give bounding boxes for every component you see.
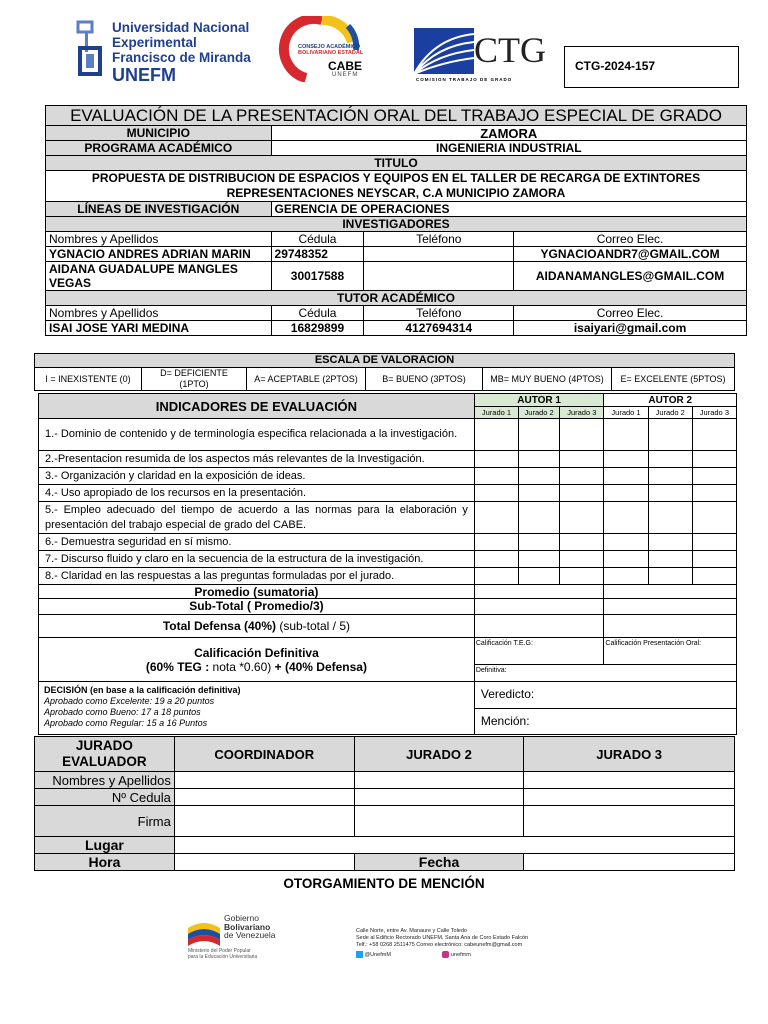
jurado-col: Jurado 1	[474, 407, 518, 419]
score-cell[interactable]	[692, 534, 736, 551]
coordinador-cedula[interactable]	[174, 789, 354, 806]
indicator-text: 3.- Organización y claridad en la exposición de ideas.	[39, 468, 475, 485]
scale-item: B= BUENO (3PTOS)	[366, 368, 483, 391]
indicator-text: 2.-Presentacion resumida de los aspectos más relevantes de la Investigación.	[39, 451, 475, 468]
mencion-cell[interactable]: Mención:	[474, 708, 736, 735]
col-nombre: Nombres y Apellidos	[46, 306, 272, 321]
total-defensa-label: Total Defensa (40%)	[162, 618, 276, 633]
venezuela-flag-icon	[186, 916, 222, 950]
jury-table	[34, 736, 735, 871]
ctg-waves-icon	[414, 28, 474, 74]
investigador-telefono	[364, 262, 514, 291]
indicator-text: 8.- Claridad en las respuestas a las preguntas formuladas por el jurado.	[39, 568, 475, 585]
indicator-row	[39, 419, 737, 451]
score-cell[interactable]	[519, 502, 560, 534]
instagram-handle: unefmm	[450, 951, 471, 958]
jurado2-nombre[interactable]	[354, 772, 524, 789]
address-line2: Sede al Edificio Rectorado UNEFM, Santa Ana de Coro Estado Falcón	[356, 935, 529, 941]
score-cell[interactable]	[692, 451, 736, 468]
calificacion-title: Calificación Definitiva	[194, 645, 319, 660]
cedula-label: Nº Cedula	[35, 789, 175, 806]
municipio-label: MUNICIPIO	[46, 126, 272, 141]
jurado-col: Jurado 1	[604, 407, 648, 419]
score-cell[interactable]	[604, 419, 648, 451]
university-acronym: UNEFM	[112, 65, 176, 85]
subtotal-autor1[interactable]	[474, 599, 604, 615]
university-name-line3: Francisco de Miranda	[112, 50, 251, 65]
score-cell[interactable]	[648, 451, 692, 468]
score-cell[interactable]	[648, 534, 692, 551]
scale-item: MB= MUY BUENO (4PTOS)	[483, 368, 612, 391]
investigador-cedula: 29748352	[271, 247, 364, 262]
score-cell[interactable]	[519, 419, 560, 451]
address-line1: Calle Norte, entre Av. Manaure y Calle Toledo	[356, 928, 467, 934]
indicadores-header: INDICADORES DE EVALUACIÓN	[39, 394, 475, 419]
jurado-col: Jurado 2	[519, 407, 560, 419]
scale-title: ESCALA DE VALORACION	[35, 354, 735, 368]
investigadores-label: INVESTIGADORES	[46, 217, 747, 232]
score-cell[interactable]	[474, 568, 518, 585]
university-name-line2: Experimental	[112, 35, 197, 50]
indicator-text: 6.- Demuestra seguridad en sí mismo.	[39, 534, 475, 551]
coordinador-header: COORDINADOR	[174, 737, 354, 772]
ctg-word: CTG	[474, 30, 546, 70]
score-cell[interactable]	[692, 551, 736, 568]
fecha-label: Fecha	[354, 854, 524, 871]
jurado3-cedula[interactable]	[524, 789, 735, 806]
decision-cell	[39, 682, 475, 735]
score-cell[interactable]	[692, 568, 736, 585]
total-defensa-formula: (sub-total / 5)	[275, 618, 351, 633]
table-row	[46, 321, 747, 336]
subtotal-label: Sub-Total ( Promedio/3)	[39, 599, 475, 615]
score-cell[interactable]	[604, 468, 648, 485]
info-table	[45, 105, 747, 336]
score-cell[interactable]	[604, 451, 648, 468]
indicator-text: 1.- Dominio de contenido y de terminología especifica relacionada a la investigación.	[39, 419, 475, 451]
indicator-row	[39, 551, 737, 568]
score-cell[interactable]	[560, 502, 604, 534]
total-defensa	[39, 615, 475, 638]
lugar-label: Lugar	[35, 837, 175, 854]
gob-line3: de Venezuela	[224, 930, 276, 940]
score-cell[interactable]	[560, 468, 604, 485]
titulo-line2: REPRESENTACIONES NEYSCAR, C.A MUNICIPIO ZAMORA	[226, 186, 566, 200]
decision-title: DECISIÓN (en base a la calificación definitiva)	[44, 685, 241, 695]
col-correo: Correo Elec.	[514, 232, 747, 247]
evaluation-table	[38, 393, 737, 735]
score-cell[interactable]	[692, 502, 736, 534]
indicator-row	[39, 534, 737, 551]
gobierno-logo	[186, 914, 286, 964]
lineas-label: LÍNEAS DE INVESTIGACIÓN	[46, 202, 272, 217]
table-row	[46, 262, 747, 291]
score-cell[interactable]	[604, 551, 648, 568]
tutor-correo: isaiyari@gmail.com	[514, 321, 747, 336]
otorgamiento-title: OTORGAMIENTO DE MENCIÓN	[283, 876, 485, 891]
score-cell[interactable]	[648, 485, 692, 502]
score-cell[interactable]	[648, 551, 692, 568]
calificacion-defensa: + (40% Defensa)	[271, 659, 367, 674]
jurado2-cedula[interactable]	[354, 789, 524, 806]
footer-address	[356, 928, 528, 959]
investigador-nombre: AIDANA GUADALUPE MANGLES VEGAS	[46, 262, 272, 291]
jurado-label: JURADO EVALUADOR	[35, 737, 175, 772]
calificacion-teg-cell[interactable]: Calificación T.E.G:	[474, 638, 604, 665]
form-title: EVALUACIÓN DE LA PRESENTACIÓN ORAL DEL TRABAJO ESPECIAL DE GRADO	[46, 106, 747, 126]
decision-bueno: Aprobado como Bueno: 17 a 18 puntos	[44, 707, 201, 717]
lineas-value: GERENCIA DE OPERACIONES	[271, 202, 746, 217]
promedio-autor1[interactable]	[474, 585, 604, 599]
scale-item: I = INEXISTENTE (0)	[35, 368, 142, 391]
score-cell[interactable]	[519, 468, 560, 485]
nombres-label: Nombres y Apellidos	[35, 772, 175, 789]
investigador-correo: AIDANAMANGLES@GMAIL.COM	[514, 262, 747, 291]
autor2-header: AUTOR 2	[604, 394, 737, 407]
cabe-small-text2: BOLIVARIANO ESTADAL	[298, 50, 364, 56]
jurado-col: Jurado 3	[692, 407, 736, 419]
coordinador-firma[interactable]	[174, 806, 354, 837]
score-cell[interactable]	[560, 419, 604, 451]
promedio-autor2[interactable]	[604, 585, 737, 599]
col-correo: Correo Elec.	[514, 306, 747, 321]
score-cell[interactable]	[692, 468, 736, 485]
cabe-sub: UNEFM	[332, 72, 359, 78]
investigador-cedula: 30017588	[271, 262, 364, 291]
decision-regular: Aprobado como Regular: 15 a 16 Puntos	[44, 718, 208, 728]
autor1-header: AUTOR 1	[474, 394, 604, 407]
gob-line2: Bolivariano	[224, 921, 271, 932]
col-cedula: Cédula	[271, 232, 364, 247]
hora-value[interactable]	[174, 854, 354, 871]
indicator-text: 7.- Discurso fluido y claro en la secuencia de la estructura de la investigación.	[39, 551, 475, 568]
total-autor2[interactable]	[604, 615, 737, 638]
total-autor1[interactable]	[474, 615, 604, 638]
score-cell[interactable]	[604, 534, 648, 551]
score-cell[interactable]	[604, 485, 648, 502]
score-cell[interactable]	[560, 451, 604, 468]
ministerio-line1: Ministerio del Poder Popular	[188, 948, 251, 954]
hora-label: Hora	[35, 854, 175, 871]
score-cell[interactable]	[648, 568, 692, 585]
cabe-logo	[276, 16, 368, 82]
ministerio-line2: para la Educación Universitaria	[188, 954, 258, 960]
jurado-col: Jurado 2	[648, 407, 692, 419]
score-cell[interactable]	[560, 568, 604, 585]
score-cell[interactable]	[474, 502, 518, 534]
score-cell[interactable]	[648, 468, 692, 485]
score-cell[interactable]	[474, 551, 518, 568]
score-cell[interactable]	[692, 419, 736, 451]
score-cell[interactable]	[519, 551, 560, 568]
calificacion-definitiva	[39, 638, 475, 682]
score-cell[interactable]	[519, 534, 560, 551]
col-cedula: Cédula	[271, 306, 364, 321]
jurado3-firma[interactable]	[524, 806, 735, 837]
score-cell[interactable]	[692, 485, 736, 502]
programa-value: INGENIERIA INDUSTRIAL	[271, 141, 746, 156]
jurado2-firma[interactable]	[354, 806, 524, 837]
address-line3: Telf.: +58 0268 2511475 Correo electrónico: cabeunefm@gmail.com	[356, 942, 523, 948]
titulo-line1: PROPUESTA DE DISTRIBUCION DE ESPACIOS Y EQUIPOS EN EL TALLER DE RECARGA DE EXTINTORES	[91, 171, 701, 185]
investigador-correo: YGNACIOANDR7@GMAIL.COM	[514, 247, 747, 262]
score-cell[interactable]	[474, 534, 518, 551]
score-cell[interactable]	[519, 568, 560, 585]
score-cell[interactable]	[560, 551, 604, 568]
col-telefono: Teléfono	[364, 306, 514, 321]
score-cell[interactable]	[474, 419, 518, 451]
scale-table	[34, 353, 735, 391]
investigador-telefono	[364, 247, 514, 262]
titulo-value	[46, 171, 747, 202]
twitter-handle: @UnefmM	[364, 951, 391, 958]
cabe-word: CABE	[328, 59, 363, 73]
indicator-row	[39, 468, 737, 485]
score-cell[interactable]	[560, 485, 604, 502]
ctg-sub: COMISION TRABAJO DE GRADO	[416, 77, 513, 82]
score-cell[interactable]	[474, 451, 518, 468]
instagram-icon	[442, 951, 449, 958]
calificacion-oral-cell[interactable]: Calificación Presentación Oral:	[604, 638, 737, 665]
col-nombre: Nombres y Apellidos	[46, 232, 272, 247]
score-cell[interactable]	[648, 419, 692, 451]
university-logo	[76, 18, 256, 85]
titulo-label: TITULO	[46, 156, 747, 171]
document-code-box	[564, 46, 739, 88]
promedio-label: Promedio (sumatoria)	[39, 585, 475, 599]
veredicto-cell[interactable]: Veredicto:	[474, 682, 736, 709]
indicator-row	[39, 451, 737, 468]
university-emblem-icon	[76, 18, 106, 78]
cabe-small-text1: CONSEJO ACADÉMICO	[298, 44, 361, 50]
score-cell[interactable]	[604, 568, 648, 585]
indicator-row	[39, 568, 737, 585]
twitter-icon	[356, 951, 363, 958]
programa-label: PROGRAMA ACADÉMICO	[46, 141, 272, 156]
municipio-value: ZAMORA	[271, 126, 746, 141]
indicator-text: 5.- Empleo adecuado del tiempo de acuerdo a las normas para la elaboración y presentación del trabajo especial de grado del CABE.	[39, 502, 475, 534]
document-code: CTG-2024-157	[575, 59, 656, 73]
lugar-value[interactable]	[174, 837, 734, 854]
decision-excelente: Aprobado como Excelente: 19 a 20 puntos	[44, 696, 215, 706]
indicator-text: 4.- Uso apropiado de los recursos en la presentación.	[39, 485, 475, 502]
investigador-nombre: YGNACIO ANDRES ADRIAN MARIN	[46, 247, 272, 262]
tutor-nombre: ISAI JOSE YARI MEDINA	[46, 321, 272, 336]
calificacion-teg: (60% TEG :	[145, 659, 213, 674]
scale-item: E= EXCELENTE (5PTOS)	[612, 368, 735, 391]
university-name-line1: Universidad Nacional	[112, 20, 250, 35]
table-row	[46, 247, 747, 262]
scale-item: D= DEFICIENTE (1PTO)	[142, 368, 247, 391]
firma-label: Firma	[35, 806, 175, 837]
score-cell[interactable]	[519, 451, 560, 468]
fecha-value[interactable]	[524, 854, 735, 871]
tutor-label: TUTOR ACADÉMICO	[46, 291, 747, 306]
jurado2-header: JURADO 2	[354, 737, 524, 772]
score-cell[interactable]	[474, 468, 518, 485]
jurado3-nombre[interactable]	[524, 772, 735, 789]
score-cell[interactable]	[519, 485, 560, 502]
jurado3-header: JURADO 3	[524, 737, 735, 772]
score-cell[interactable]	[604, 502, 648, 534]
score-cell[interactable]	[474, 485, 518, 502]
ctg-logo	[414, 28, 544, 86]
score-cell[interactable]	[648, 502, 692, 534]
tutor-telefono: 4127694314	[364, 321, 514, 336]
col-telefono: Teléfono	[364, 232, 514, 247]
jurado-col: Jurado 3	[560, 407, 604, 419]
subtotal-autor2[interactable]	[604, 599, 737, 615]
calificacion-nota: nota *0.60)	[212, 659, 272, 674]
definitiva-cell[interactable]: Definitiva:	[474, 665, 736, 682]
score-cell[interactable]	[560, 534, 604, 551]
indicator-row	[39, 485, 737, 502]
indicator-row	[39, 502, 737, 534]
tutor-cedula: 16829899	[271, 321, 364, 336]
gob-line1: Gobierno	[224, 913, 259, 923]
coordinador-nombre[interactable]	[174, 772, 354, 789]
scale-item: A= ACEPTABLE (2PTOS)	[247, 368, 366, 391]
